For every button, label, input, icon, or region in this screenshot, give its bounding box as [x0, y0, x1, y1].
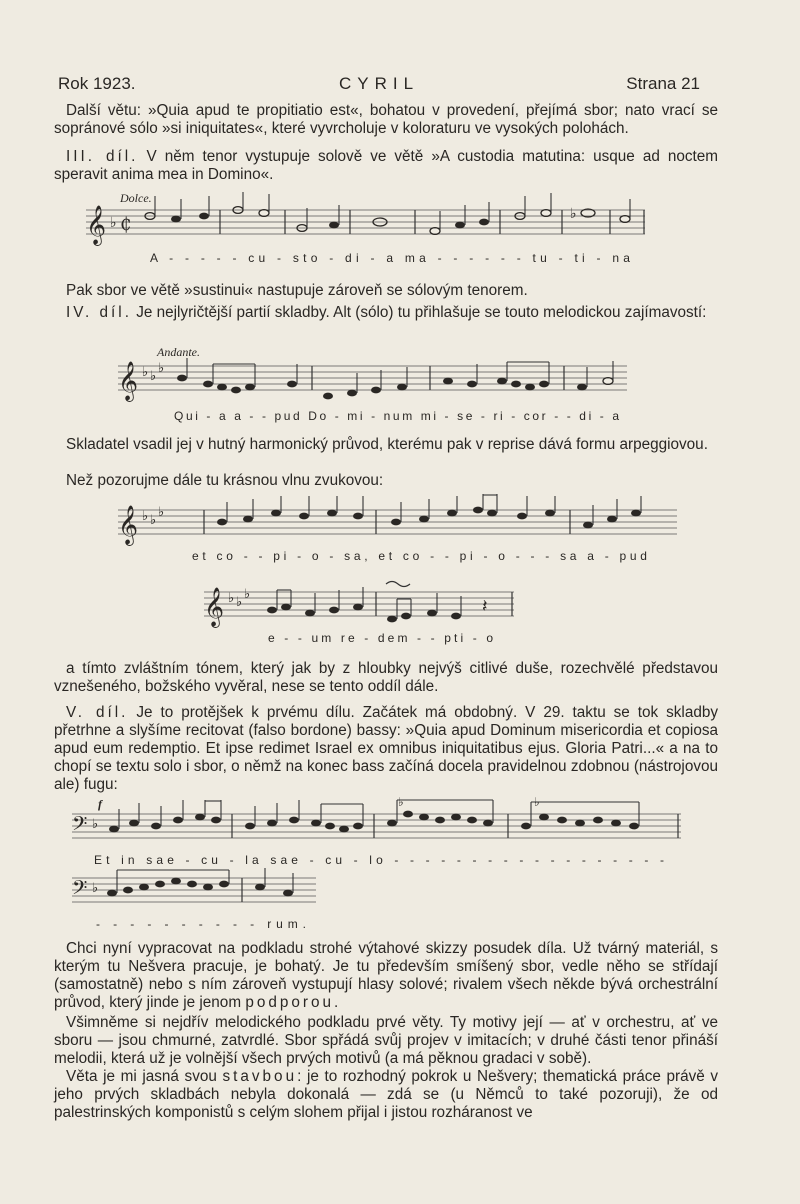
svg-text:♭: ♭	[570, 206, 577, 222]
paragraph-9-emphasis: podporou	[245, 994, 334, 1011]
svg-text:♭: ♭	[244, 587, 251, 602]
section-label-4: IV. díl.	[66, 304, 132, 321]
alla-breve-icon: ₵	[120, 214, 132, 235]
paragraph-3	[54, 282, 718, 300]
header-journal-title: CYRIL	[338, 74, 420, 93]
svg-text:♭: ♭	[158, 361, 165, 376]
paragraph-8-text: Je to protějšek k prvému dílu. Začátek má obdobný. V 29. taktu se tok skladby přetrhne a slyšíme recitovat (falso bordone) bassy: »Quia apud Dominum misericordia et copiosa apud eum redemptio. Et ipse redimet Israel ex omnibus iniquitatibus ejus. Gloria Patri...« a na to chopí se textu solo i sbor, o němž na konec bass začíná docela pravidelnou zdobnou (nástrojovou ale) fugu:	[54, 704, 719, 793]
treble-clef-icon: 𝄞	[118, 361, 139, 401]
paragraph-5	[54, 436, 718, 454]
svg-text:♭: ♭	[150, 513, 157, 528]
music-example-3	[112, 494, 682, 570]
paragraph-10	[54, 1014, 718, 1068]
paragraph-3-text: Pak sbor ve větě »sustinui« nastupuje zároveň se sólovým tenorem.	[66, 282, 528, 299]
paragraph-11-text: Věta je mi jasná svou	[66, 1068, 217, 1085]
paragraph-5-text: Skladatel vsadil jej v hutný harmonický průvod, kterému pak v reprise dává formu arpeggiovou.	[66, 436, 708, 453]
paragraph-11-emphasis: stavbou	[222, 1068, 298, 1085]
paragraph-4	[54, 304, 718, 322]
svg-text:♭: ♭	[150, 369, 157, 384]
header-page-number: Strana 21	[626, 74, 700, 93]
staff-lines	[86, 210, 645, 234]
paragraph-2	[54, 148, 718, 184]
paragraph-11-end: : je to rozhodný pokrok u Nešvery; thematická práce právě v jeho prvých skladbách nebyla dokonalá — zdá se (u Němců to také pozoruji), že od palestrinských komponistů s celým slohem přijal i jistou rozháranost ve	[54, 1068, 719, 1121]
svg-text:♭: ♭	[158, 505, 165, 520]
music-example-4	[200, 578, 520, 648]
notes	[177, 358, 613, 399]
treble-clef-icon: 𝄞	[204, 587, 225, 627]
notes	[107, 868, 293, 902]
music-example-1	[80, 188, 650, 268]
paragraph-2-text: V něm tenor vystupuje solově ve větě »A custodia matutina: usque ad noctem speravit anima mea in Domino«.	[54, 148, 719, 183]
paragraph-8	[54, 704, 718, 794]
tempo-marking: Andante.	[157, 345, 200, 359]
lyrics-line: Et in sae - cu - la sae - cu - lo - - - - - - - - - - - - - - - - - -	[94, 853, 665, 867]
paragraph-6	[54, 472, 718, 490]
treble-clef-icon: 𝄞	[86, 205, 107, 245]
lyrics-line: - - - - - - - - - - rum.	[96, 917, 306, 931]
svg-text:♭: ♭	[92, 817, 99, 832]
tempo-marking: Dolce.	[120, 191, 152, 205]
paragraph-9	[54, 940, 718, 1012]
music-example-5	[66, 794, 686, 870]
music-example-6	[66, 868, 326, 934]
svg-text:♭: ♭	[92, 881, 99, 896]
svg-text:♭: ♭	[534, 795, 540, 809]
staff-lines	[118, 366, 627, 390]
turn-ornament-icon	[386, 582, 410, 587]
section-label-3: III. díl.	[66, 148, 139, 165]
paragraph-7-text: a tímto zvláštním tónem, který jak by z hloubky nejvýš citlivé duše, rozechvělé představou vznešeného, božského vyvěral, nese se tento oddíl dále.	[54, 660, 718, 695]
bass-clef-icon: 𝄢	[72, 876, 88, 904]
lyrics-line: A - - - - - cu - sto - di - a ma - - - - - - tu - ti - na	[150, 251, 630, 265]
header-year: Rok 1923.	[58, 74, 136, 93]
paragraph-11	[54, 1068, 718, 1122]
paragraph-7	[54, 660, 718, 696]
notes	[109, 795, 678, 838]
paragraph-9-end: .	[333, 994, 339, 1011]
lyrics-line: et co - - pi - o - sa, et co - - pi - o - - - sa a - pud	[192, 549, 647, 563]
svg-text:♭: ♭	[142, 509, 149, 524]
dynamic-marking: f	[98, 797, 102, 811]
staff-lines	[72, 814, 681, 838]
rest-icon: 𝄽	[482, 596, 488, 617]
section-label-5: V. díl.	[66, 704, 129, 721]
lyrics-line: e - - um re - dem - - pti - o	[268, 631, 493, 645]
bass-clef-icon: 𝄢	[72, 812, 88, 840]
music-example-2	[112, 344, 632, 428]
flat-icon: ♭	[110, 215, 117, 231]
paragraph-9-text: Chci nyní vypracovat na podkladu strohé výtahové skizzy posudek díla. Už tvárný materiál, s kterým tu Nešvera pracuje, je bohatý. Je tu především smíšený sbor, vedle něho se střídají (samostatně) nebo s ním zároveň vystupují hlasy solové; rivalem všech někde bývá orchestrální průvod, který jinde je jenom	[54, 940, 718, 1011]
treble-clef-icon: 𝄞	[118, 505, 139, 545]
svg-text:♭: ♭	[236, 595, 243, 610]
svg-text:♭: ♭	[142, 365, 149, 380]
paragraph-1-text: Další větu: »Quia apud te propitiatio est«, bohatou v provedení, přejímá sbor; nato vrací se sopránové sólo »si iniquitates«, které vyvrcholuje v koloraturu ve vysokých polohách.	[54, 102, 718, 137]
paragraph-4-text: Je nejlyričtější partií skladby. Alt (sólo) tu přihlašuje se touto melodickou zajímavostí:	[136, 304, 707, 321]
paragraph-10-text: Všimněme si nejdřív melodického podkladu prvé věty. Ty motivy její — ať v orchestru, ať ve sboru — jsou chmurné, zatvrdlé. Sbor spřádá svůj projev v imitacích; v druhé části tenor přináší melodii, která už je volnější všech prvých motivů (a má pěknou gradaci v sobě).	[54, 1014, 718, 1067]
page-header	[58, 74, 700, 98]
lyrics-line: Qui - a a - - pud Do - mi - num mi - se - ri - cor - - di - a	[174, 409, 619, 423]
paragraph-6-text: Než pozorujme dále tu krásnou vlnu zvukovou:	[66, 472, 384, 489]
svg-text:♭: ♭	[398, 795, 404, 809]
paragraph-1	[54, 102, 718, 138]
svg-text:♭: ♭	[228, 591, 235, 606]
